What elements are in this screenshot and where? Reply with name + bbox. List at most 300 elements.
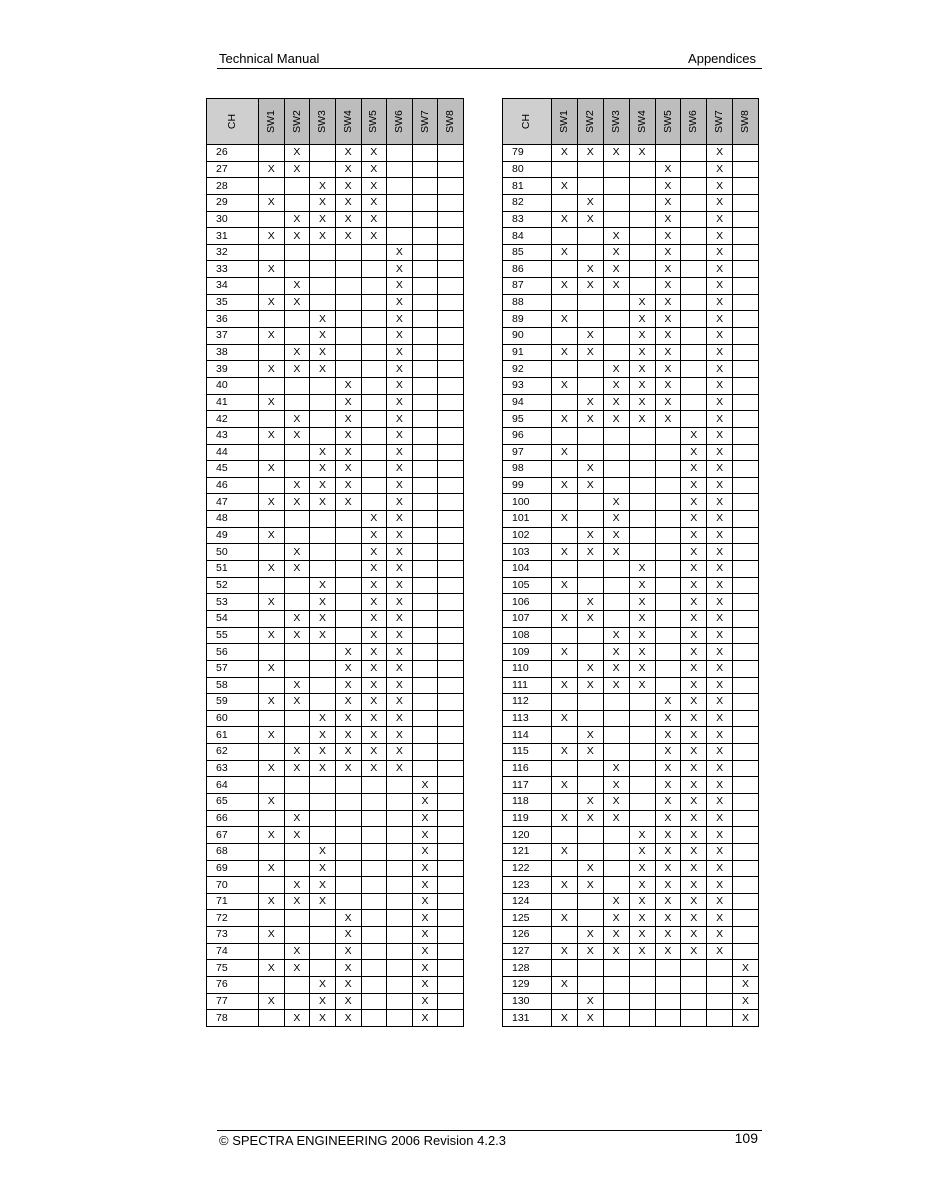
switch-cell: X bbox=[655, 893, 681, 910]
channel-cell: 87 bbox=[503, 278, 552, 295]
switch-cell bbox=[438, 427, 464, 444]
switch-cell bbox=[603, 577, 629, 594]
channel-cell: 101 bbox=[503, 511, 552, 528]
switch-cell: X bbox=[412, 977, 438, 994]
switch-cell bbox=[733, 893, 759, 910]
switch-cell bbox=[438, 710, 464, 727]
switch-cell: X bbox=[603, 361, 629, 378]
switch-cell: X bbox=[733, 977, 759, 994]
table-row bbox=[503, 278, 759, 295]
switch-cell bbox=[438, 893, 464, 910]
switch-cell: X bbox=[284, 893, 310, 910]
switch-cell: X bbox=[412, 1010, 438, 1027]
switch-cell bbox=[733, 877, 759, 894]
switch-cell bbox=[412, 244, 438, 261]
switch-cell: X bbox=[310, 444, 336, 461]
table-row bbox=[503, 145, 759, 162]
switch-cell bbox=[335, 893, 361, 910]
switch-cell bbox=[412, 328, 438, 345]
switch-cell: X bbox=[335, 644, 361, 661]
switch-cell bbox=[655, 677, 681, 694]
switch-cell bbox=[438, 993, 464, 1010]
switch-cell: X bbox=[310, 228, 336, 245]
switch-cell: X bbox=[577, 211, 603, 228]
switch-cell bbox=[681, 394, 707, 411]
switch-cell bbox=[681, 194, 707, 211]
switch-cell bbox=[655, 577, 681, 594]
switch-cell bbox=[335, 777, 361, 794]
channel-cell: 94 bbox=[503, 394, 552, 411]
channel-cell: 78 bbox=[207, 1010, 259, 1027]
table-row bbox=[207, 677, 464, 694]
switch-cell: X bbox=[707, 677, 733, 694]
switch-cell bbox=[552, 228, 578, 245]
table-row bbox=[207, 577, 464, 594]
switch-cell: X bbox=[681, 810, 707, 827]
column-header-label: SW4 bbox=[341, 110, 354, 133]
switch-cell bbox=[603, 211, 629, 228]
switch-cell bbox=[412, 644, 438, 661]
switch-cell bbox=[438, 943, 464, 960]
switch-cell bbox=[438, 577, 464, 594]
switch-cell: X bbox=[552, 910, 578, 927]
switch-cell bbox=[438, 694, 464, 711]
channel-cell: 83 bbox=[503, 211, 552, 228]
switch-cell: X bbox=[655, 311, 681, 328]
channel-cell: 91 bbox=[503, 344, 552, 361]
channel-cell: 82 bbox=[503, 194, 552, 211]
switch-cell: X bbox=[412, 960, 438, 977]
switch-cell bbox=[629, 710, 655, 727]
switch-cell bbox=[655, 145, 681, 162]
switch-cell bbox=[438, 777, 464, 794]
switch-cell: X bbox=[259, 993, 285, 1010]
switch-cell: X bbox=[733, 1010, 759, 1027]
switch-cell: X bbox=[387, 677, 413, 694]
switch-cell: X bbox=[552, 710, 578, 727]
switch-cell: X bbox=[629, 294, 655, 311]
switch-cell bbox=[629, 977, 655, 994]
column-header-sw8 bbox=[438, 99, 464, 145]
switch-cell: X bbox=[707, 328, 733, 345]
switch-cell bbox=[284, 511, 310, 528]
switch-cell bbox=[412, 211, 438, 228]
switch-cell: X bbox=[681, 744, 707, 761]
switch-cell bbox=[310, 145, 336, 162]
switch-cell bbox=[552, 694, 578, 711]
switch-cell: X bbox=[629, 860, 655, 877]
switch-cell: X bbox=[577, 727, 603, 744]
switch-cell: X bbox=[259, 494, 285, 511]
table-row bbox=[207, 810, 464, 827]
switch-cell: X bbox=[259, 228, 285, 245]
switch-cell bbox=[361, 1010, 387, 1027]
switch-cell bbox=[733, 827, 759, 844]
table-row bbox=[503, 677, 759, 694]
switch-cell bbox=[361, 877, 387, 894]
channel-cell: 98 bbox=[503, 461, 552, 478]
switch-cell bbox=[412, 744, 438, 761]
switch-cell: X bbox=[310, 194, 336, 211]
switch-cell: X bbox=[603, 943, 629, 960]
switch-cell: X bbox=[603, 910, 629, 927]
switch-cell: X bbox=[335, 444, 361, 461]
switch-cell bbox=[603, 727, 629, 744]
switch-cell bbox=[438, 677, 464, 694]
switch-cell bbox=[387, 228, 413, 245]
switch-cell bbox=[259, 444, 285, 461]
switch-cell bbox=[733, 527, 759, 544]
switch-cell: X bbox=[603, 511, 629, 528]
switch-cell: X bbox=[603, 244, 629, 261]
channel-cell: 109 bbox=[503, 644, 552, 661]
switch-cell: X bbox=[387, 244, 413, 261]
channel-cell: 80 bbox=[503, 161, 552, 178]
column-header-label: SW7 bbox=[418, 110, 431, 133]
channel-cell: 74 bbox=[207, 943, 259, 960]
switch-cell: X bbox=[577, 793, 603, 810]
switch-cell: X bbox=[387, 760, 413, 777]
switch-cell bbox=[552, 660, 578, 677]
switch-cell bbox=[577, 161, 603, 178]
switch-cell: X bbox=[361, 594, 387, 611]
switch-cell: X bbox=[284, 294, 310, 311]
switch-cell bbox=[733, 344, 759, 361]
switch-cell: X bbox=[707, 228, 733, 245]
channel-cell: 122 bbox=[503, 860, 552, 877]
switch-cell bbox=[681, 244, 707, 261]
switch-cell bbox=[284, 328, 310, 345]
switch-cell bbox=[733, 278, 759, 295]
switch-cell bbox=[361, 311, 387, 328]
switch-cell bbox=[412, 577, 438, 594]
switch-cell bbox=[629, 211, 655, 228]
switch-cell: X bbox=[629, 411, 655, 428]
table-row bbox=[503, 610, 759, 627]
switch-cell: X bbox=[335, 494, 361, 511]
channel-cell: 48 bbox=[207, 511, 259, 528]
table-row bbox=[503, 344, 759, 361]
table-row bbox=[207, 444, 464, 461]
switch-cell bbox=[438, 627, 464, 644]
table-row bbox=[503, 627, 759, 644]
switch-cell bbox=[603, 977, 629, 994]
switch-cell bbox=[733, 843, 759, 860]
switch-cell: X bbox=[629, 677, 655, 694]
switch-cell bbox=[310, 161, 336, 178]
table-row bbox=[503, 228, 759, 245]
channel-cell: 126 bbox=[503, 927, 552, 944]
switch-cell: X bbox=[259, 694, 285, 711]
column-header-sw4 bbox=[335, 99, 361, 145]
switch-cell bbox=[310, 294, 336, 311]
switch-cell: X bbox=[681, 927, 707, 944]
switch-cell bbox=[629, 477, 655, 494]
switch-cell bbox=[335, 610, 361, 627]
switch-cell: X bbox=[259, 461, 285, 478]
switch-cell: X bbox=[310, 344, 336, 361]
table-row bbox=[503, 594, 759, 611]
switch-cell: X bbox=[284, 427, 310, 444]
switch-cell: X bbox=[629, 361, 655, 378]
switch-cell: X bbox=[577, 810, 603, 827]
switch-cell: X bbox=[629, 877, 655, 894]
switch-cell bbox=[284, 660, 310, 677]
channel-cell: 53 bbox=[207, 594, 259, 611]
switch-cell bbox=[707, 993, 733, 1010]
switch-cell bbox=[284, 577, 310, 594]
column-header-sw3 bbox=[310, 99, 336, 145]
switch-cell bbox=[438, 860, 464, 877]
switch-cell bbox=[603, 744, 629, 761]
switch-cell: X bbox=[707, 494, 733, 511]
switch-cell bbox=[733, 411, 759, 428]
switch-cell: X bbox=[681, 710, 707, 727]
switch-cell: X bbox=[284, 228, 310, 245]
switch-cell: X bbox=[707, 627, 733, 644]
switch-cell: X bbox=[387, 561, 413, 578]
switch-cell: X bbox=[577, 461, 603, 478]
switch-cell bbox=[310, 527, 336, 544]
table-row bbox=[503, 477, 759, 494]
switch-cell bbox=[603, 344, 629, 361]
switch-cell bbox=[284, 261, 310, 278]
switch-cell: X bbox=[259, 660, 285, 677]
switch-cell bbox=[361, 494, 387, 511]
switch-cell bbox=[681, 361, 707, 378]
switch-cell: X bbox=[284, 827, 310, 844]
table-row bbox=[207, 394, 464, 411]
table-row bbox=[207, 943, 464, 960]
switch-cell bbox=[335, 860, 361, 877]
switch-cell bbox=[310, 927, 336, 944]
switch-cell bbox=[733, 178, 759, 195]
switch-cell bbox=[438, 194, 464, 211]
switch-cell bbox=[603, 827, 629, 844]
channel-cell: 116 bbox=[503, 760, 552, 777]
switch-cell: X bbox=[552, 511, 578, 528]
switch-cell bbox=[577, 977, 603, 994]
switch-cell bbox=[577, 494, 603, 511]
switch-cell bbox=[552, 793, 578, 810]
channel-cell: 127 bbox=[503, 943, 552, 960]
switch-cell bbox=[284, 793, 310, 810]
switch-cell bbox=[259, 145, 285, 162]
switch-cell bbox=[335, 877, 361, 894]
switch-cell bbox=[655, 627, 681, 644]
switch-cell: X bbox=[577, 877, 603, 894]
switch-cell bbox=[655, 511, 681, 528]
switch-cell bbox=[412, 760, 438, 777]
column-header-label: SW1 bbox=[557, 110, 570, 133]
channel-cell: 75 bbox=[207, 960, 259, 977]
switch-cell: X bbox=[361, 610, 387, 627]
switch-cell bbox=[284, 311, 310, 328]
switch-cell: X bbox=[387, 361, 413, 378]
switch-cell bbox=[259, 477, 285, 494]
channel-cell: 61 bbox=[207, 727, 259, 744]
switch-cell bbox=[259, 877, 285, 894]
switch-cell: X bbox=[335, 710, 361, 727]
switch-cell bbox=[259, 178, 285, 195]
switch-cell bbox=[577, 311, 603, 328]
column-header-sw1 bbox=[259, 99, 285, 145]
table-row bbox=[207, 511, 464, 528]
channel-cell: 129 bbox=[503, 977, 552, 994]
switch-cell: X bbox=[335, 977, 361, 994]
switch-cell: X bbox=[655, 943, 681, 960]
switch-cell: X bbox=[681, 843, 707, 860]
switch-cell bbox=[577, 577, 603, 594]
switch-cell: X bbox=[629, 627, 655, 644]
table-row bbox=[207, 777, 464, 794]
channel-switch-table-left bbox=[206, 98, 464, 1027]
switch-cell bbox=[335, 344, 361, 361]
table-row bbox=[503, 993, 759, 1010]
footer-copyright: © SPECTRA ENGINEERING 2006 Revision 4.2.3 bbox=[219, 1133, 507, 1148]
switch-cell bbox=[733, 361, 759, 378]
table-row bbox=[503, 810, 759, 827]
switch-cell bbox=[335, 827, 361, 844]
switch-cell bbox=[655, 477, 681, 494]
switch-cell bbox=[387, 993, 413, 1010]
switch-cell: X bbox=[259, 294, 285, 311]
page-number: 109 bbox=[734, 1130, 758, 1146]
table-row bbox=[207, 311, 464, 328]
switch-cell bbox=[387, 211, 413, 228]
channel-cell: 46 bbox=[207, 477, 259, 494]
switch-cell: X bbox=[361, 677, 387, 694]
switch-cell: X bbox=[681, 527, 707, 544]
switch-cell: X bbox=[284, 145, 310, 162]
switch-cell bbox=[284, 777, 310, 794]
switch-cell bbox=[577, 228, 603, 245]
switch-cell: X bbox=[284, 694, 310, 711]
switch-cell bbox=[310, 377, 336, 394]
switch-cell: X bbox=[310, 860, 336, 877]
channel-cell: 30 bbox=[207, 211, 259, 228]
switch-cell bbox=[577, 627, 603, 644]
switch-cell: X bbox=[259, 793, 285, 810]
switch-cell: X bbox=[681, 477, 707, 494]
switch-cell bbox=[577, 644, 603, 661]
switch-cell bbox=[681, 1010, 707, 1027]
switch-cell bbox=[733, 810, 759, 827]
channel-cell: 63 bbox=[207, 760, 259, 777]
channel-cell: 57 bbox=[207, 660, 259, 677]
channel-cell: 90 bbox=[503, 328, 552, 345]
switch-cell: X bbox=[552, 411, 578, 428]
switch-cell: X bbox=[707, 211, 733, 228]
switch-cell bbox=[577, 361, 603, 378]
switch-cell bbox=[259, 710, 285, 727]
switch-cell: X bbox=[655, 927, 681, 944]
switch-cell bbox=[733, 610, 759, 627]
switch-cell bbox=[438, 344, 464, 361]
switch-cell: X bbox=[412, 943, 438, 960]
channel-cell: 125 bbox=[503, 910, 552, 927]
table-row bbox=[503, 960, 759, 977]
table-row bbox=[503, 294, 759, 311]
channel-cell: 42 bbox=[207, 411, 259, 428]
switch-cell: X bbox=[259, 760, 285, 777]
switch-cell: X bbox=[310, 1010, 336, 1027]
switch-cell bbox=[438, 927, 464, 944]
switch-cell: X bbox=[655, 294, 681, 311]
switch-cell: X bbox=[681, 644, 707, 661]
table-row bbox=[207, 211, 464, 228]
switch-cell bbox=[681, 960, 707, 977]
channel-cell: 103 bbox=[503, 544, 552, 561]
switch-cell bbox=[284, 993, 310, 1010]
switch-cell bbox=[387, 893, 413, 910]
table-row bbox=[207, 427, 464, 444]
switch-cell: X bbox=[733, 993, 759, 1010]
switch-cell: X bbox=[361, 228, 387, 245]
switch-cell: X bbox=[310, 577, 336, 594]
switch-cell bbox=[361, 827, 387, 844]
table-row bbox=[207, 927, 464, 944]
switch-cell: X bbox=[335, 927, 361, 944]
switch-cell bbox=[284, 178, 310, 195]
switch-cell: X bbox=[681, 827, 707, 844]
switch-cell: X bbox=[603, 627, 629, 644]
table-row bbox=[503, 361, 759, 378]
switch-cell bbox=[681, 311, 707, 328]
switch-cell: X bbox=[412, 993, 438, 1010]
switch-cell: X bbox=[335, 727, 361, 744]
switch-cell bbox=[733, 594, 759, 611]
channel-cell: 111 bbox=[503, 677, 552, 694]
channel-cell: 44 bbox=[207, 444, 259, 461]
switch-cell: X bbox=[577, 744, 603, 761]
switch-cell bbox=[603, 694, 629, 711]
switch-cell bbox=[733, 744, 759, 761]
switch-cell: X bbox=[387, 727, 413, 744]
channel-cell: 33 bbox=[207, 261, 259, 278]
table-row bbox=[207, 744, 464, 761]
table-row bbox=[503, 777, 759, 794]
switch-cell: X bbox=[361, 660, 387, 677]
table-row bbox=[503, 793, 759, 810]
switch-cell: X bbox=[335, 228, 361, 245]
switch-cell: X bbox=[733, 960, 759, 977]
switch-cell: X bbox=[681, 544, 707, 561]
switch-cell bbox=[733, 760, 759, 777]
switch-cell: X bbox=[361, 161, 387, 178]
column-header-sw1 bbox=[552, 99, 578, 145]
channel-cell: 32 bbox=[207, 244, 259, 261]
switch-cell bbox=[629, 1010, 655, 1027]
switch-cell: X bbox=[629, 660, 655, 677]
switch-cell: X bbox=[259, 394, 285, 411]
switch-cell: X bbox=[552, 278, 578, 295]
switch-cell bbox=[412, 694, 438, 711]
switch-cell bbox=[681, 977, 707, 994]
table-row bbox=[207, 527, 464, 544]
switch-cell bbox=[438, 461, 464, 478]
table-row bbox=[503, 577, 759, 594]
switch-cell: X bbox=[655, 228, 681, 245]
switch-cell: X bbox=[387, 411, 413, 428]
switch-cell: X bbox=[335, 993, 361, 1010]
switch-cell: X bbox=[707, 411, 733, 428]
switch-cell: X bbox=[629, 827, 655, 844]
column-header-label: SW3 bbox=[609, 110, 622, 133]
switch-cell: X bbox=[284, 677, 310, 694]
switch-cell bbox=[335, 361, 361, 378]
channel-cell: 34 bbox=[207, 278, 259, 295]
